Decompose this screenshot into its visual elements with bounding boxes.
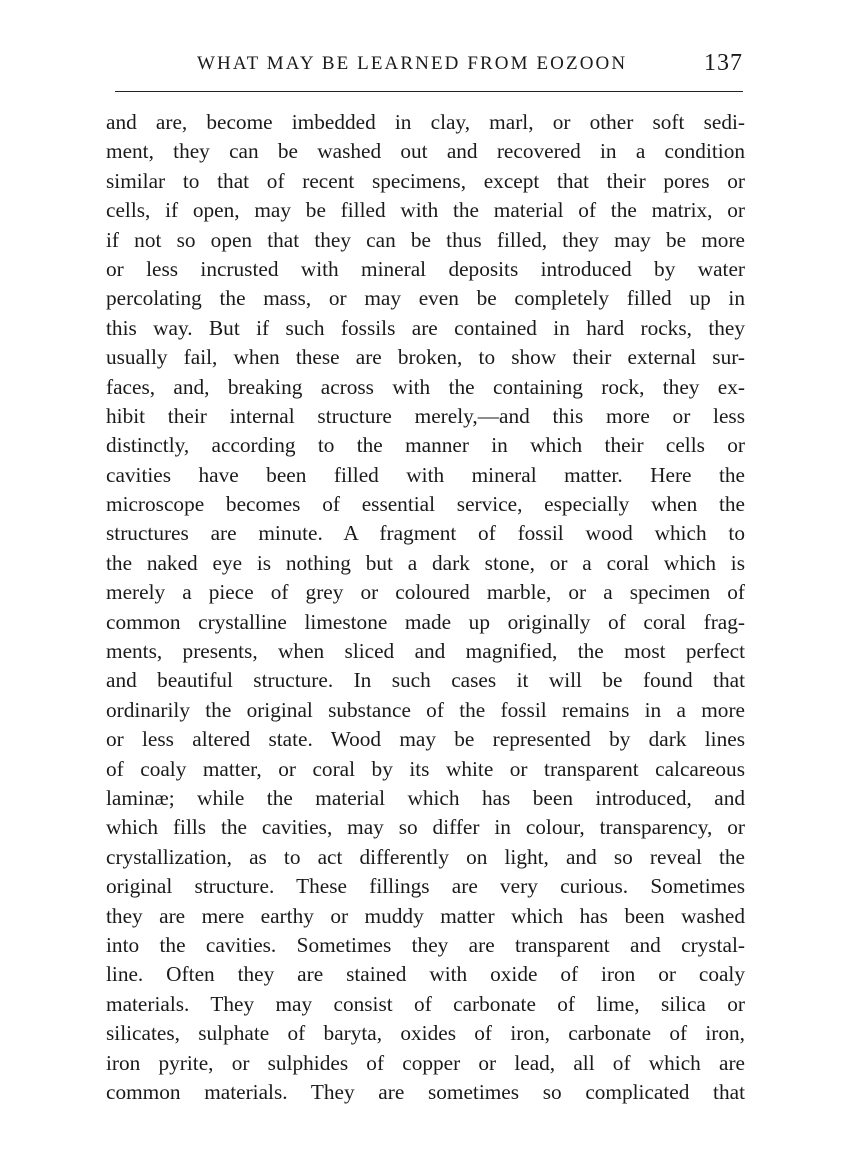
text-line: and are, become imbedded in clay, marl, or other soft sedi-: [106, 110, 745, 134]
text-line: laminæ; while the material which has been introduced, and: [106, 785, 745, 810]
text-line: they are mere earthy or muddy matter which has been washed: [106, 903, 745, 928]
page-number: 137: [704, 50, 743, 76]
text-line: similar to that of recent specimens, except that their pores or: [106, 168, 745, 193]
text-line: faces, and, breaking across with the containing rock, they ex-: [106, 374, 745, 399]
text-line: of coaly matter, or coral by its white or transparent calcareous: [106, 756, 745, 781]
text-line: ordinarily the original substance of the fossil remains in a more: [106, 697, 745, 722]
text-line: or less incrusted with mineral deposits introduced by water: [106, 256, 745, 281]
text-line: materials. They may consist of carbonate of lime, silica or: [106, 991, 745, 1016]
text-line: common crystalline limestone made up originally of coral frag-: [106, 609, 745, 634]
text-line: crystallization, as to act differently on light, and so reveal the: [106, 844, 745, 869]
text-line: microscope becomes of essential service, especially when the: [106, 492, 745, 517]
text-line: percolating the mass, or may even be completely filled up in: [106, 286, 745, 311]
text-line: or less altered state. Wood may be represented by dark lines: [106, 727, 745, 752]
text-line: common materials. They are sometimes so complicated that: [106, 1079, 745, 1104]
text-line: ments, presents, when sliced and magnified, the most perfect: [106, 639, 745, 664]
text-line: usually fail, when these are broken, to show their external sur-: [106, 345, 745, 370]
text-line: distinctly, according to the manner in which their cells or: [106, 433, 745, 458]
text-line: if not so open that they can be thus filled, they may be more: [106, 227, 745, 252]
running-head: [115, 50, 743, 80]
text-line: this way. But if such fossils are contained in hard rocks, they: [106, 315, 745, 340]
text-line: cavities have been filled with mineral matter. Here the: [106, 462, 745, 487]
header-rule: [115, 91, 743, 92]
text-line: the naked eye is nothing but a dark stone, or a coral which is: [106, 550, 745, 575]
text-line: ment, they can be washed out and recovered in a condition: [106, 139, 745, 164]
text-line: line. Often they are stained with oxide of iron or coaly: [106, 962, 745, 987]
text-line: and beautiful structure. In such cases it will be found that: [106, 668, 745, 693]
text-line: iron pyrite, or sulphides of copper or lead, all of which are: [106, 1050, 745, 1075]
text-line: into the cavities. Sometimes they are transparent and crystal-: [106, 932, 745, 957]
text-line: original structure. These fillings are very curious. Sometimes: [106, 874, 745, 899]
text-line: cells, if open, may be filled with the material of the matrix, or: [106, 198, 745, 223]
text-line: merely a piece of grey or coloured marble, or a specimen of: [106, 580, 745, 605]
text-line: which fills the cavities, may so differ in colour, transparency, or: [106, 815, 745, 840]
text-line: silicates, sulphate of baryta, oxides of iron, carbonate of iron,: [106, 1021, 745, 1046]
body-text: [106, 108, 745, 1107]
text-line: hibit their internal structure merely,—and this more or less: [106, 403, 745, 428]
text-line: structures are minute. A fragment of fossil wood which to: [106, 521, 745, 546]
running-title: WHAT MAY BE LEARNED FROM EOZOON: [197, 53, 628, 74]
